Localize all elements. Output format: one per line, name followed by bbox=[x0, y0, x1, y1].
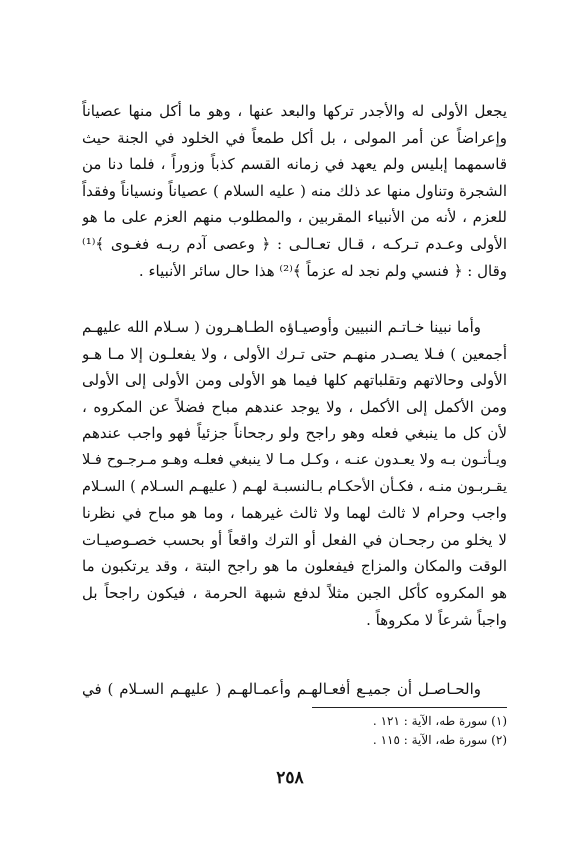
text-line: الوقت والمكان والمزاج فيفعلون ما هو راجح البتة ، وقد يرتكبون ما bbox=[82, 557, 507, 576]
text-line: وأما نبينا خـاتـم النبيين وأوصيـاؤه الطـاهـرون ( سـلام الله عليهـم bbox=[82, 318, 481, 336]
text-line: هو المكروه كأكل الجبن مثلاً لدفع شبهة الحرمة ، فيكون راجحاً بل bbox=[82, 583, 507, 602]
text-line: الأولى وحالاتهم وتقلباتهم كلها فيما هو الأولى ومن الأولى إلى الأولى bbox=[82, 371, 507, 390]
text-line: الأولى وعـدم تـركـه ، قـال تعـالـى : ﴿ وعصى آدم ربـه فغـوى ﴾⁽¹⁾ bbox=[82, 234, 507, 253]
text-line: قاسمهما إبليس ولم يعهد في زمانه القسم كذباً وزوراً ، فلما دنا من bbox=[82, 155, 507, 174]
paragraph-3 bbox=[82, 676, 507, 703]
page-number: ٢٥٨ bbox=[276, 768, 304, 788]
text-line: واجب وحرام لا ثالث لهما ولا ثالث غيرهما ، وما هو مباح في نظرنا bbox=[82, 504, 507, 523]
text-line: أجمعين ) فـلا يصـدر منهـم حتى تـرك الأولى ، ولا يفعلـون إلا مـا هـو bbox=[82, 344, 507, 363]
text-line: ويـأتـون بـه ولا يعـدون عنـه ، وكـل مـا لا ينبغي فعلـه وهـو مـرجـوح فـلا bbox=[82, 451, 507, 468]
text-line: يقـربـون منـه ، فكـأن الأحكـام بـالنسبـة لهـم ( عليهـم السـلام ) السـلام bbox=[82, 478, 507, 495]
text-line: والحـاصـل أن جميـع أفعـالهـم وأعمـالهـم ( عليهـم السـلام ) في bbox=[82, 680, 481, 698]
footnote-1: (١) سورة طه، الآية : ١٢١ . bbox=[372, 714, 507, 728]
text-line: الشجرة وتناول منها عد ذلك منه ( عليه السلام ) عصياناً ونسياناً وفقداً bbox=[82, 181, 507, 200]
footnote-2: (٢) سورة طه، الآية : ١١٥ . bbox=[372, 733, 507, 747]
text-line: وقال : ﴿ فنسي ولم نجد له عزماً ﴾⁽²⁾ هذا حال سائر الأنبياء . bbox=[138, 261, 507, 280]
text-line: لأن كل ما ينبغي فعله وهو راجح ولو رجحاناً جزئياً فهو واجب عندهم bbox=[82, 424, 507, 443]
text-line: يجعل الأولى له والأجدر تركها والبعد عنها ، وهو ما أكل منها عصياناً bbox=[82, 102, 507, 120]
paragraph-2 bbox=[82, 314, 507, 633]
text-line: للعزم ، لأنه من الأنبياء المقربين ، والمطلوب منهم العزم على ما هو bbox=[82, 208, 507, 227]
footnote-separator bbox=[312, 707, 507, 708]
paragraph-1 bbox=[82, 98, 507, 284]
text-line: واجباً شرعاً لا مكروهاً . bbox=[366, 610, 507, 629]
text-line: لا يخلو من رجحـان في الفعل أو الترك واقعاً أو بحسب خصـوصيـات bbox=[82, 530, 507, 549]
text-line: وإعراضاً عن أمر المولى ، بل أكل طمعاً في الخلود في الجنة حيث bbox=[82, 128, 507, 147]
footnotes bbox=[300, 712, 507, 750]
text-line: ومن الأكمل إلى الأكمل ، ولا يوجد عندهم مباح فضلاً عن المكروه ، bbox=[82, 397, 507, 416]
